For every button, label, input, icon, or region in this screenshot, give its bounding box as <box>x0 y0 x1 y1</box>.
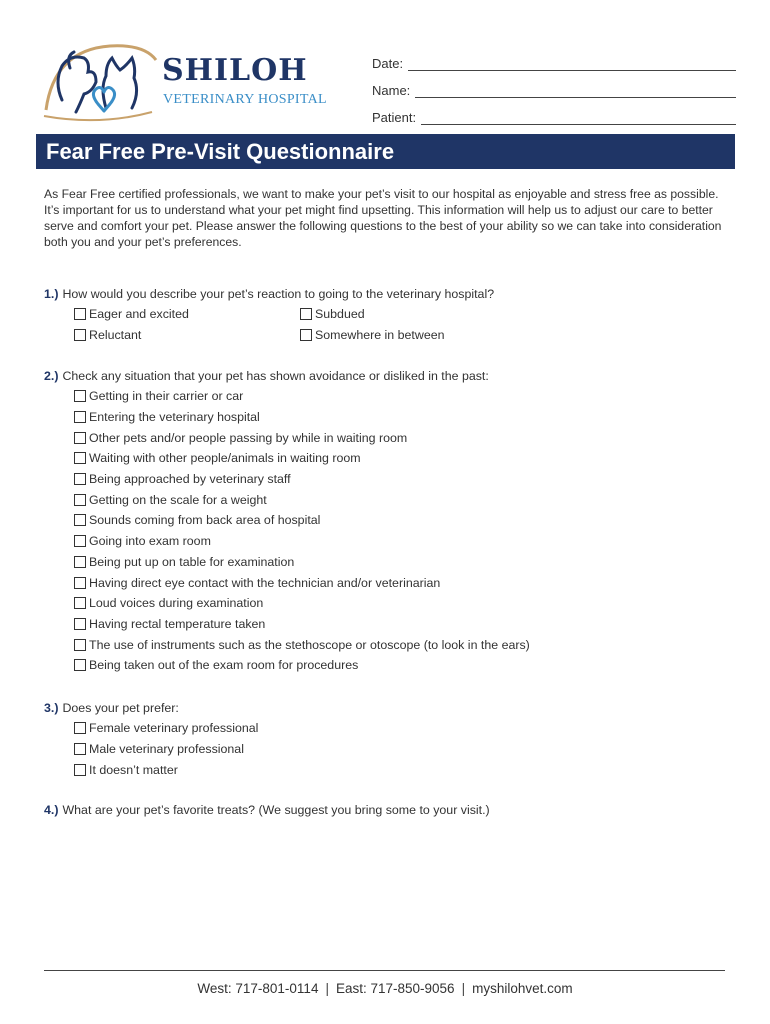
option-label: Waiting with other people/animals in waiting room <box>89 451 361 466</box>
question-number: 4.) <box>44 803 59 817</box>
question-3 <box>44 698 258 780</box>
option-label: Entering the veterinary hospital <box>89 410 260 425</box>
checkbox-icon[interactable] <box>74 452 86 464</box>
option-label: Subdued <box>315 307 365 322</box>
checkbox-icon[interactable] <box>74 618 86 630</box>
patient-input-line[interactable] <box>421 112 736 125</box>
option-checkbox[interactable] <box>74 325 300 346</box>
option-label: It doesn’t matter <box>89 762 178 777</box>
options-grid <box>74 304 530 345</box>
question-number: 3.) <box>44 701 59 715</box>
question-2 <box>44 366 530 676</box>
footer-divider <box>44 970 725 971</box>
checkbox-icon[interactable] <box>74 597 86 609</box>
checkbox-icon[interactable] <box>74 432 86 444</box>
question-number: 1.) <box>44 287 59 301</box>
option-label: Loud voices during examination <box>89 596 264 611</box>
options-list <box>74 386 530 676</box>
date-label: Date: <box>372 56 404 71</box>
option-label: Sounds coming from back area of hospital <box>89 513 321 528</box>
option-label: Getting on the scale for a weight <box>89 492 267 507</box>
option-checkbox[interactable] <box>300 304 530 325</box>
footer-separator: | <box>461 981 466 996</box>
option-checkbox[interactable] <box>74 552 530 573</box>
brand-subtitle: VETERINARY HOSPITAL <box>163 92 327 107</box>
question-title <box>44 800 490 820</box>
brand-name: SHILOH <box>162 53 308 88</box>
option-checkbox[interactable] <box>74 386 530 407</box>
option-label: Somewhere in between <box>315 328 445 343</box>
option-checkbox[interactable] <box>74 614 530 635</box>
option-checkbox[interactable] <box>74 759 258 780</box>
checkbox-icon[interactable] <box>74 556 86 568</box>
footer-contact <box>0 981 770 996</box>
question-title <box>44 698 258 718</box>
dog-cat-heart-logo-icon <box>40 42 160 122</box>
checkbox-icon[interactable] <box>74 494 86 506</box>
east-phone: East: 717-850-9056 <box>335 981 455 996</box>
option-label: Other pets and/or people passing by while in waiting room <box>89 430 408 445</box>
option-label: Reluctant <box>89 328 142 343</box>
question-title <box>44 366 530 386</box>
option-checkbox[interactable] <box>74 531 530 552</box>
checkbox-icon[interactable] <box>300 308 312 320</box>
checkbox-icon[interactable] <box>74 764 86 776</box>
date-field[interactable] <box>372 44 736 71</box>
option-label: Female veterinary professional <box>89 721 259 736</box>
option-checkbox[interactable] <box>74 407 530 428</box>
name-input-line[interactable] <box>415 85 736 98</box>
option-label: Being put up on table for examination <box>89 554 295 569</box>
option-checkbox[interactable] <box>74 469 530 490</box>
option-label: Being taken out of the exam room for procedures <box>89 658 359 673</box>
header-fields <box>372 44 736 125</box>
name-field[interactable] <box>372 71 736 98</box>
option-label: Having direct eye contact with the technician and/or veterinarian <box>89 575 441 590</box>
option-label: Male veterinary professional <box>89 742 244 757</box>
option-label: Being approached by veterinary staff <box>89 472 291 487</box>
checkbox-icon[interactable] <box>74 411 86 423</box>
checkbox-icon[interactable] <box>74 659 86 671</box>
option-checkbox[interactable] <box>74 634 530 655</box>
option-label: The use of instruments such as the stethoscope or otoscope (to look in the ears) <box>89 637 530 652</box>
checkbox-icon[interactable] <box>74 473 86 485</box>
checkbox-icon[interactable] <box>74 639 86 651</box>
question-text: Check any situation that your pet has shown avoidance or disliked in the past: <box>62 369 489 383</box>
footer-separator: | <box>325 981 329 996</box>
option-checkbox[interactable] <box>74 739 258 760</box>
hospital-logo <box>40 42 330 122</box>
option-checkbox[interactable] <box>74 572 530 593</box>
question-text: What are your pet’s favorite treats? (We suggest you bring some to your visit.) <box>62 803 490 817</box>
question-1 <box>44 284 530 345</box>
option-label: Having rectal temperature taken <box>89 616 266 631</box>
option-checkbox[interactable] <box>74 593 530 614</box>
checkbox-icon[interactable] <box>74 308 86 320</box>
option-checkbox[interactable] <box>74 655 530 676</box>
question-text: Does your pet prefer: <box>62 701 179 715</box>
option-label: Eager and excited <box>89 307 189 322</box>
checkbox-icon[interactable] <box>74 743 86 755</box>
question-title <box>44 284 530 304</box>
option-checkbox[interactable] <box>74 510 530 531</box>
option-label: Getting in their carrier or car <box>89 389 244 404</box>
checkbox-icon[interactable] <box>74 535 86 547</box>
option-checkbox[interactable] <box>74 718 258 739</box>
question-text: How would you describe your pet’s reaction to going to the veterinary hospital? <box>62 287 495 301</box>
patient-field[interactable] <box>372 98 736 125</box>
website-link[interactable]: myshilohvet.com <box>472 981 573 996</box>
checkbox-icon[interactable] <box>74 329 86 341</box>
option-checkbox[interactable] <box>74 489 530 510</box>
patient-label: Patient: <box>372 110 417 125</box>
option-checkbox[interactable] <box>74 304 300 325</box>
checkbox-icon[interactable] <box>74 390 86 402</box>
checkbox-icon[interactable] <box>300 329 312 341</box>
question-number: 2.) <box>44 369 59 383</box>
option-checkbox[interactable] <box>300 325 530 346</box>
date-input-line[interactable] <box>408 58 736 71</box>
option-checkbox[interactable] <box>74 448 530 469</box>
intro-paragraph: As Fear Free certified professionals, we want to make your pet’s visit to our hospital as enjoyable and stress free as possible. It’s important for us to understand what your pet might find upsetting. This information will help us to adjust our care to better serve and comfort your pet. Please answer the following questions to the best of your ability so we can take into consideration both you and your pet’s preferences. <box>44 187 722 249</box>
west-phone: West: 717-801-0114 <box>197 981 319 996</box>
checkbox-icon[interactable] <box>74 514 86 526</box>
checkbox-icon[interactable] <box>74 722 86 734</box>
page-title: Fear Free Pre-Visit Questionnaire <box>36 134 735 169</box>
checkbox-icon[interactable] <box>74 577 86 589</box>
option-label: Going into exam room <box>89 534 211 549</box>
option-checkbox[interactable] <box>74 427 530 448</box>
question-4 <box>44 800 490 820</box>
name-label: Name: <box>372 83 411 98</box>
options-list <box>74 718 258 780</box>
